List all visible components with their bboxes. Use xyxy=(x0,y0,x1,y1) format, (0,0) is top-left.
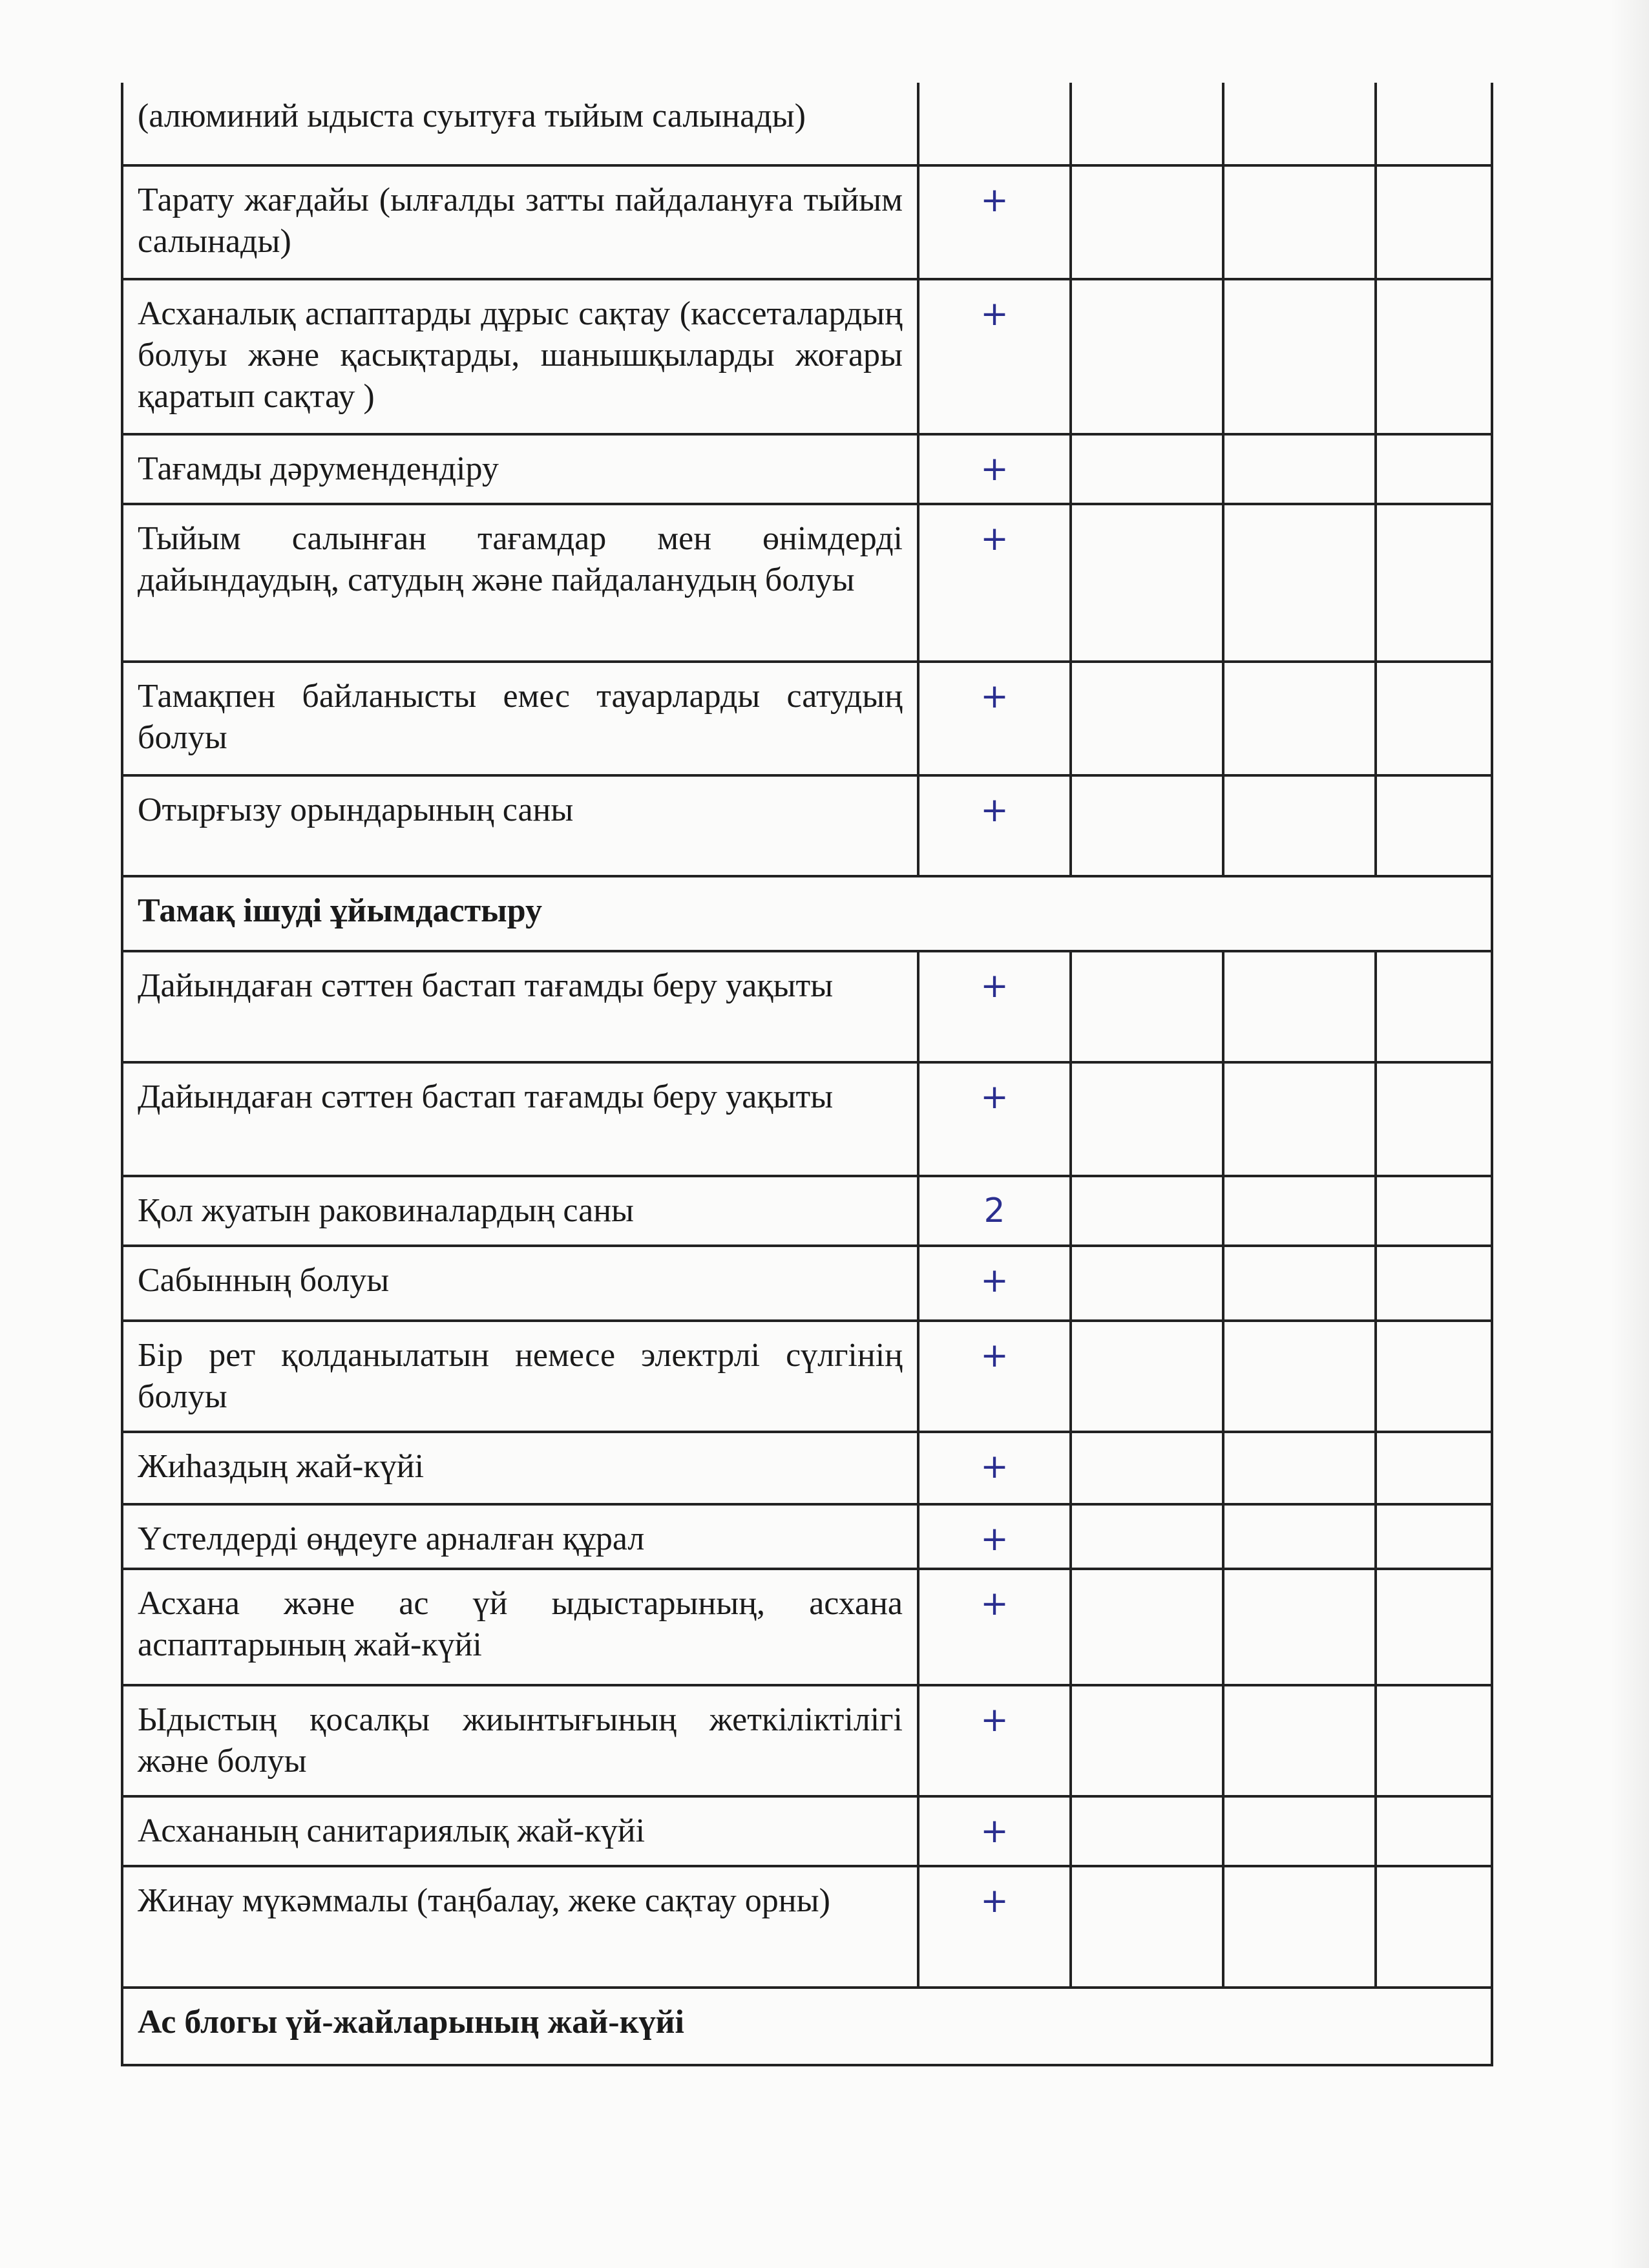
empty-cell xyxy=(1071,1062,1223,1176)
empty-cell xyxy=(1376,1866,1492,1988)
empty-cell xyxy=(1071,83,1223,165)
handwritten-mark: + xyxy=(918,165,1071,279)
table-row xyxy=(122,1685,1492,1796)
empty-cell xyxy=(1376,1176,1492,1246)
handwritten-mark: + xyxy=(918,1504,1071,1569)
table-row xyxy=(122,434,1492,504)
criterion-text: Жинау мүкәммалы (таңбалау, жеке сақтау орны) xyxy=(122,1866,918,1988)
empty-cell xyxy=(1223,1685,1376,1796)
criterion-text: Жиһаздың жай-күйі xyxy=(122,1432,918,1504)
empty-cell xyxy=(1376,1321,1492,1432)
criterion-text: Қол жуатын раковиналардың саны xyxy=(122,1176,918,1246)
empty-cell xyxy=(1223,1432,1376,1504)
table-row xyxy=(122,1062,1492,1176)
empty-cell xyxy=(1071,504,1223,662)
empty-cell xyxy=(1071,165,1223,279)
empty-cell xyxy=(1071,1504,1223,1569)
table-row xyxy=(122,165,1492,279)
empty-cell xyxy=(1376,1062,1492,1176)
table-row xyxy=(122,504,1492,662)
criterion-text: Асхана және ас үй ыдыстарының, асхана аспаптарының жай-күйі xyxy=(122,1569,918,1685)
criterion-text: Асхананың санитариялық жай-күйі xyxy=(122,1796,918,1866)
handwritten-mark: + xyxy=(918,1321,1071,1432)
empty-cell xyxy=(1376,1685,1492,1796)
empty-cell xyxy=(1376,1569,1492,1685)
criterion-text: Дайындаған сәттен бастап тағамды беру уақыты xyxy=(122,1062,918,1176)
empty-cell xyxy=(1223,951,1376,1062)
empty-cell xyxy=(1223,662,1376,775)
table-row xyxy=(122,1176,1492,1246)
table-row xyxy=(122,1569,1492,1685)
empty-cell xyxy=(1223,504,1376,662)
criterion-text: Асханалық аспаптарды дұрыс сақтау (кассеталардың болуы және қасықтарды, шанышқыларды жоғары қаратып сақтау ) xyxy=(122,279,918,434)
criterion-text: (алюминий ыдыста суытуға тыйым салынады) xyxy=(122,83,918,165)
page-edge-shadow xyxy=(1610,0,1649,2268)
section-row xyxy=(122,876,1492,951)
empty-cell xyxy=(1071,1569,1223,1685)
empty-cell xyxy=(1223,434,1376,504)
section-heading: Ас блогы үй-жайларының жай-күйі xyxy=(122,1988,1492,2065)
handwritten-mark: + xyxy=(918,1569,1071,1685)
section-row xyxy=(122,1988,1492,2065)
table-row xyxy=(122,1321,1492,1432)
handwritten-mark: + xyxy=(918,1246,1071,1321)
empty-cell xyxy=(1071,1796,1223,1866)
empty-cell xyxy=(1376,1504,1492,1569)
handwritten-mark xyxy=(918,83,1071,165)
table-row xyxy=(122,662,1492,775)
table-row xyxy=(122,775,1492,876)
criterion-text: Отырғызу орындарының саны xyxy=(122,775,918,876)
criterion-text: Үстелдерді өңдеуге арналған құрал xyxy=(122,1504,918,1569)
empty-cell xyxy=(1376,1432,1492,1504)
empty-cell xyxy=(1376,504,1492,662)
empty-cell xyxy=(1071,279,1223,434)
criterion-text: Тыйым салынған тағамдар мен өнімдерді дайындаудың, сатудың және пайдаланудың болуы xyxy=(122,504,918,662)
handwritten-mark: + xyxy=(918,951,1071,1062)
empty-cell xyxy=(1071,1432,1223,1504)
handwritten-mark: + xyxy=(918,1062,1071,1176)
empty-cell xyxy=(1223,1569,1376,1685)
empty-cell xyxy=(1376,165,1492,279)
empty-cell xyxy=(1376,434,1492,504)
table-row xyxy=(122,1432,1492,1504)
empty-cell xyxy=(1376,951,1492,1062)
empty-cell xyxy=(1223,1796,1376,1866)
handwritten-mark: + xyxy=(918,1685,1071,1796)
handwritten-mark: 2 xyxy=(918,1176,1071,1246)
table-row xyxy=(122,83,1492,165)
empty-cell xyxy=(1071,775,1223,876)
empty-cell xyxy=(1223,1062,1376,1176)
empty-cell xyxy=(1376,83,1492,165)
empty-cell xyxy=(1223,83,1376,165)
empty-cell xyxy=(1071,1866,1223,1988)
empty-cell xyxy=(1071,1321,1223,1432)
handwritten-mark: + xyxy=(918,1796,1071,1866)
handwritten-mark: + xyxy=(918,1866,1071,1988)
criterion-text: Ыдыстың қосалқы жиынтығының жеткіліктілігі және болуы xyxy=(122,1685,918,1796)
empty-cell xyxy=(1071,434,1223,504)
empty-cell xyxy=(1223,1246,1376,1321)
empty-cell xyxy=(1223,1866,1376,1988)
table-row xyxy=(122,1796,1492,1866)
empty-cell xyxy=(1376,1796,1492,1866)
criterion-text: Тамақпен байланысты емес тауарларды сатудың болуы xyxy=(122,662,918,775)
criterion-text: Тарату жағдайы (ылғалды затты пайдалануға тыйым салынады) xyxy=(122,165,918,279)
handwritten-mark: + xyxy=(918,279,1071,434)
empty-cell xyxy=(1223,279,1376,434)
empty-cell xyxy=(1376,662,1492,775)
empty-cell xyxy=(1223,775,1376,876)
empty-cell xyxy=(1223,165,1376,279)
empty-cell xyxy=(1071,662,1223,775)
handwritten-mark: + xyxy=(918,504,1071,662)
empty-cell xyxy=(1223,1321,1376,1432)
handwritten-mark: + xyxy=(918,1432,1071,1504)
empty-cell xyxy=(1376,279,1492,434)
empty-cell xyxy=(1071,1246,1223,1321)
table-row xyxy=(122,1246,1492,1321)
handwritten-mark: + xyxy=(918,662,1071,775)
empty-cell xyxy=(1071,1176,1223,1246)
table-row xyxy=(122,1504,1492,1569)
handwritten-mark: + xyxy=(918,775,1071,876)
empty-cell xyxy=(1071,951,1223,1062)
section-heading: Тамақ ішуді ұйымдастыру xyxy=(122,876,1492,951)
empty-cell xyxy=(1223,1504,1376,1569)
checklist-body xyxy=(122,83,1492,2065)
empty-cell xyxy=(1376,775,1492,876)
handwritten-mark: + xyxy=(918,434,1071,504)
empty-cell xyxy=(1376,1246,1492,1321)
criterion-text: Бір рет қолданылатын немесе электрлі сүлгінің болуы xyxy=(122,1321,918,1432)
table-row xyxy=(122,279,1492,434)
checklist-table xyxy=(121,83,1493,2066)
table-row xyxy=(122,951,1492,1062)
criterion-text: Дайындаған сәттен бастап тағамды беру уақыты xyxy=(122,951,918,1062)
criterion-text: Тағамды дәрумендендіру xyxy=(122,434,918,504)
criterion-text: Сабынның болуы xyxy=(122,1246,918,1321)
table-row xyxy=(122,1866,1492,1988)
empty-cell xyxy=(1223,1176,1376,1246)
empty-cell xyxy=(1071,1685,1223,1796)
